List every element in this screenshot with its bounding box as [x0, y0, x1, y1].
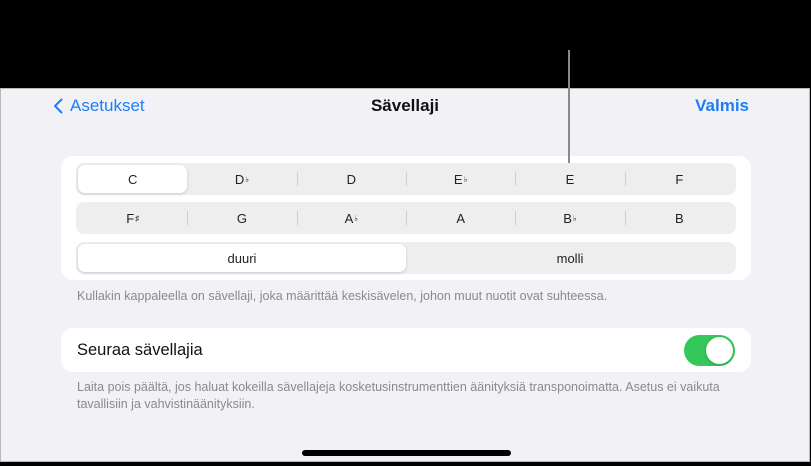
home-indicator[interactable] — [302, 450, 511, 456]
follow-key-label: Seuraa sävellajia — [77, 341, 203, 359]
mode-selector — [76, 242, 736, 274]
key-label: D — [234, 171, 245, 187]
key-e-flat[interactable] — [406, 165, 515, 193]
follow-key-row — [61, 328, 751, 372]
follow-key-toggle[interactable] — [684, 335, 735, 366]
key-f-sharp[interactable] — [78, 204, 187, 232]
toggle-knob — [706, 337, 733, 364]
key-row-1 — [76, 163, 736, 195]
navigation-bar — [1, 89, 809, 123]
callout-line — [568, 50, 570, 163]
key-settings-sheet — [0, 88, 810, 462]
key-g[interactable] — [187, 204, 296, 232]
key-row-2 — [76, 202, 736, 234]
key-e[interactable] — [515, 165, 624, 193]
key-d-flat[interactable] — [187, 165, 296, 193]
flat-symbol: ♭ — [572, 213, 577, 223]
key-label: G — [236, 210, 248, 226]
key-picker-card — [61, 156, 751, 280]
key-label: E — [565, 171, 575, 187]
key-label: B — [563, 210, 572, 226]
done-button[interactable]: Valmis — [695, 96, 749, 115]
key-footnote: Kullakin kappaleella on sävellaji, joka määrittää keskisävelen, johon muut nuotit ovat suhteessa. — [77, 289, 608, 303]
key-d[interactable] — [297, 165, 406, 193]
follow-key-footnote: Laita pois päältä, jos haluat kokeilla sävellajeja kosketusinstrumenttien äänityksiä transponoimatta. Asetus ei vaikuta tavallisiin ja vahvistinäänityksiin. — [77, 380, 720, 411]
key-f[interactable] — [625, 165, 734, 193]
key-c[interactable] — [78, 165, 187, 193]
back-button-label: Asetukset — [70, 96, 145, 115]
flat-symbol: ♭ — [245, 174, 250, 184]
key-a-flat[interactable] — [297, 204, 406, 232]
key-label: F — [675, 171, 684, 187]
mode-minor[interactable]: molli — [556, 250, 584, 266]
key-label: F — [126, 210, 135, 226]
flat-symbol: ♭ — [463, 174, 468, 184]
flat-symbol: ♭ — [354, 213, 359, 223]
key-b[interactable] — [625, 204, 734, 232]
sharp-symbol: ♯ — [135, 213, 140, 223]
mode-major[interactable]: duuri — [78, 244, 406, 272]
key-label: E — [453, 171, 463, 187]
key-label: C — [127, 171, 138, 187]
key-label: A — [456, 210, 465, 226]
key-label: D — [346, 171, 357, 187]
key-a[interactable] — [406, 204, 515, 232]
page-title: Sävellaji — [370, 96, 440, 115]
key-label: B — [674, 210, 684, 226]
key-label: A — [344, 210, 354, 226]
key-b-flat[interactable] — [515, 204, 624, 232]
